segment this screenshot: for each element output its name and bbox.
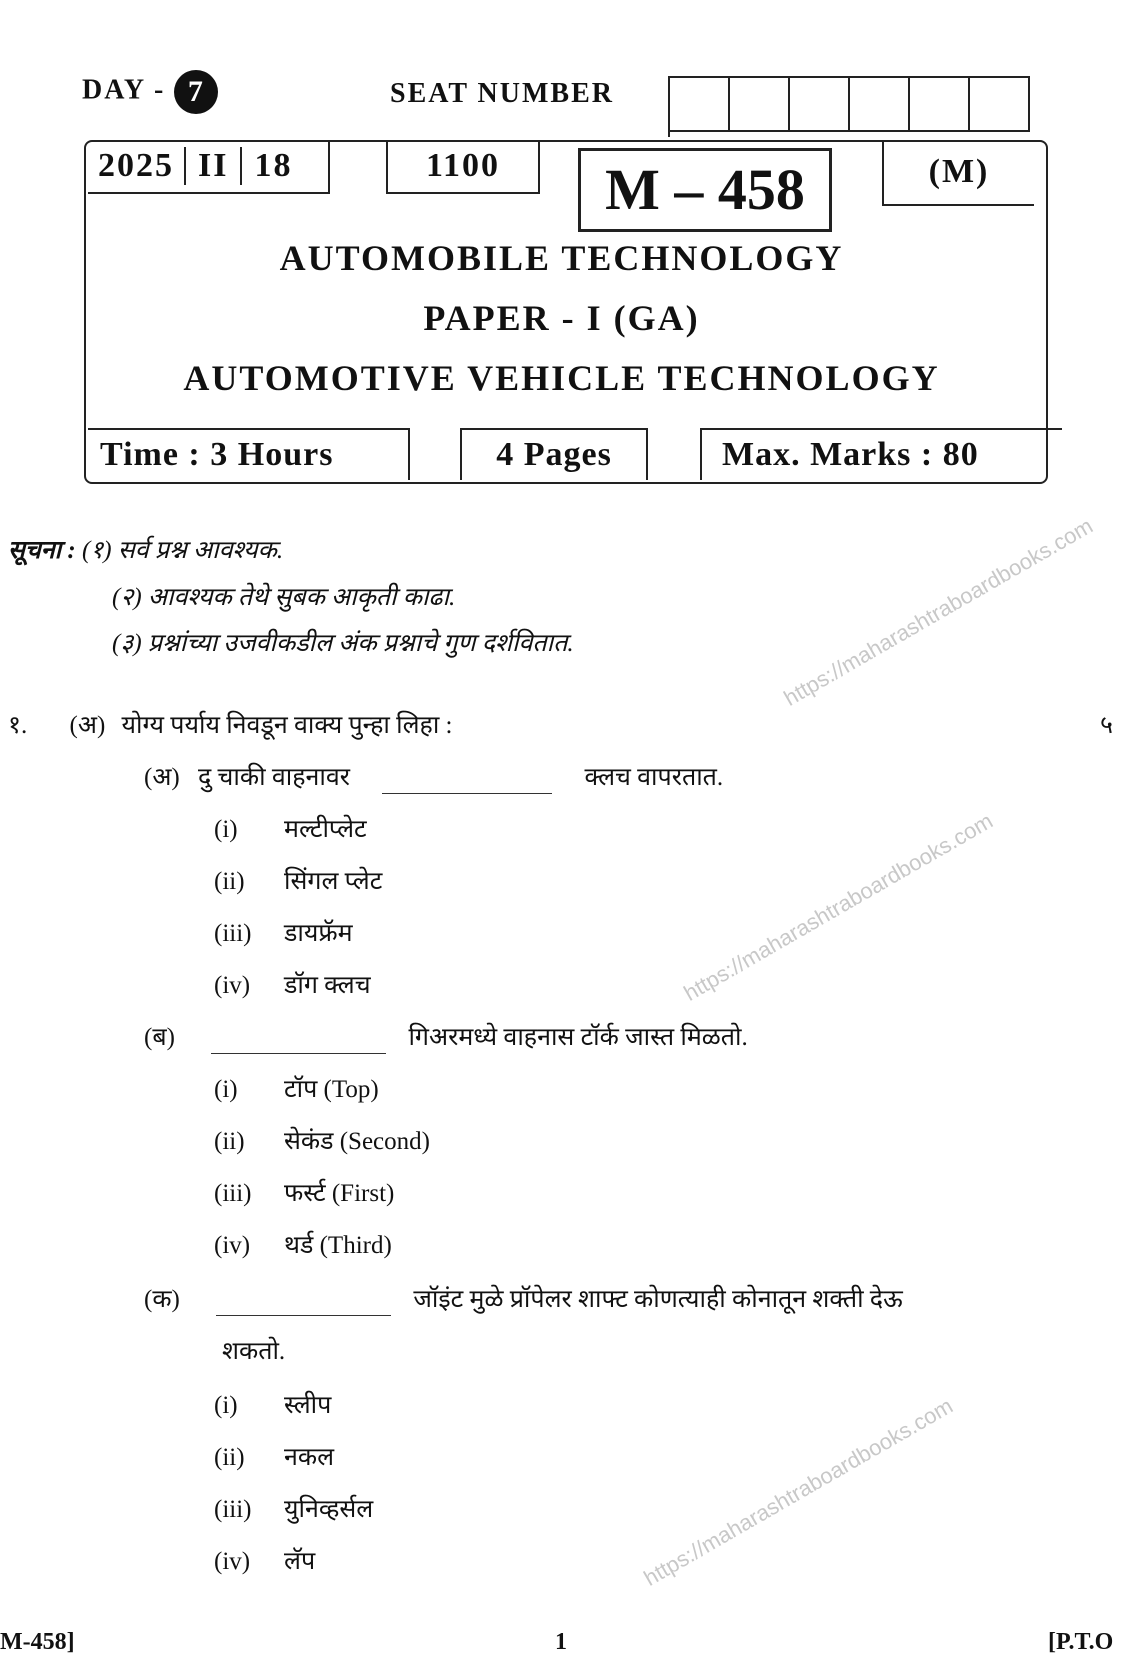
instruction-item: (२) आवश्यक तेथे सुबक आकृती काढा.: [112, 584, 456, 611]
time-duration: Time : 3 Hours: [88, 428, 410, 480]
sub-text-continued: शकतो.: [222, 1338, 286, 1365]
time-code: 1100: [386, 140, 540, 194]
exam-date: 18: [254, 147, 293, 184]
exam-month: II: [186, 147, 242, 185]
fill-blank: [211, 1053, 386, 1054]
question-marks: ५: [1100, 712, 1114, 739]
instruction-item: (१) सर्व प्रश्न आवश्यक.: [81, 537, 284, 564]
option: (ii) नकल: [214, 1444, 335, 1471]
sub-text: जॉइंट मुळे प्रॉपेलर शाफ्ट कोणत्याही कोनातून शक्ती देऊ: [413, 1286, 903, 1313]
option: (iii) युनिव्हर्सल: [214, 1496, 374, 1523]
option: (i) टॉप (Top): [214, 1076, 379, 1103]
day-number: 7: [174, 70, 218, 114]
seat-number-label: SEAT NUMBER: [390, 78, 615, 109]
option: (iii) डायफ्रॅम: [214, 920, 353, 947]
option: (ii) सेकंड (Second): [214, 1128, 430, 1155]
sub-text: गिअरमध्ये वाहनास टॉर्क जास्त मिळतो.: [408, 1024, 748, 1051]
sub-label: (अ): [144, 764, 180, 791]
footer-code: M-458]: [0, 1629, 75, 1655]
instructions: [8, 535, 283, 567]
instructions-label: सूचना :: [8, 537, 76, 564]
watermark: https://maharashtraboardbooks.com: [779, 513, 1098, 711]
option: (i) स्लीप: [214, 1392, 332, 1419]
paper-title: PAPER - I (GA): [423, 298, 700, 338]
subject-title: AUTOMOBILE TECHNOLOGY: [279, 238, 844, 278]
medium: (M): [882, 140, 1034, 206]
option: (iii) फर्स्ट (First): [214, 1180, 395, 1207]
paper-code: M – 458: [578, 148, 832, 232]
fill-blank: [382, 793, 552, 794]
sub-question: [144, 762, 723, 794]
question-part: (अ): [69, 712, 106, 739]
fill-blank: [216, 1315, 391, 1316]
option: (i) मल्टीप्लेट: [214, 816, 367, 843]
date-box: [88, 140, 330, 194]
sub-question: [144, 1284, 903, 1316]
sub-question: [144, 1022, 748, 1054]
question-1-heading: [8, 710, 453, 742]
day-indicator: [82, 70, 218, 114]
instruction-item: (३) प्रश्नांच्या उजवीकडील अंक प्रश्नाचे गुण दर्शवितात.: [112, 630, 574, 657]
pto-label: [P.T.O: [1048, 1629, 1114, 1655]
sub-text: क्लच वापरतात.: [584, 764, 724, 791]
course-title: AUTOMOTIVE VEHICLE TECHNOLOGY: [183, 358, 940, 398]
page-number: 1: [555, 1629, 567, 1655]
page-count: 4 Pages: [460, 428, 648, 480]
sub-text: दु चाकी वाहनावर: [198, 764, 350, 791]
exam-year: 2025: [88, 147, 186, 185]
watermark: https://maharashtraboardbooks.com: [679, 808, 998, 1006]
max-marks: Max. Marks : 80: [700, 428, 1062, 480]
sub-label: (क): [144, 1286, 180, 1313]
question-number: १.: [8, 712, 28, 739]
option: (iv) थर्ड (Third): [214, 1232, 392, 1259]
watermark: https://maharashtraboardbooks.com: [639, 1393, 958, 1591]
sub-label: (ब): [144, 1024, 175, 1051]
seat-number-boxes[interactable]: [668, 76, 1030, 137]
option: (iv) लॅप: [214, 1548, 316, 1575]
day-label: DAY -: [82, 74, 166, 106]
option: (iv) डॉग क्लच: [214, 972, 371, 999]
option: (ii) सिंगल प्लेट: [214, 868, 383, 895]
question-text: योग्य पर्याय निवडून वाक्य पुन्हा लिहा :: [121, 712, 453, 739]
